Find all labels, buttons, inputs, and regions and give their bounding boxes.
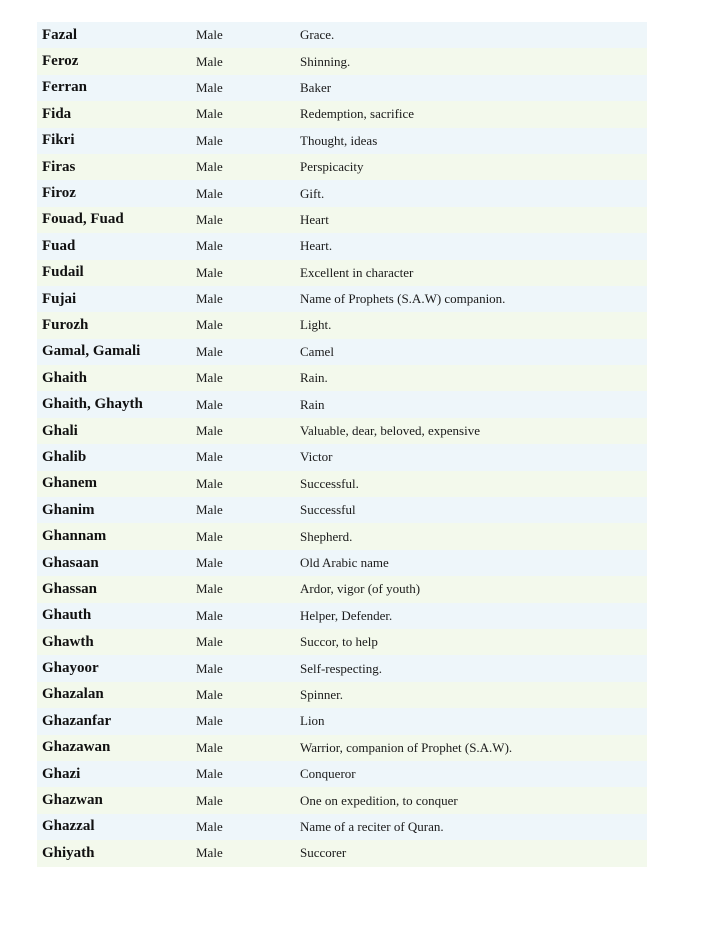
gender-cell: Male (192, 603, 298, 629)
meaning-cell: Baker (298, 75, 647, 101)
table-row (37, 75, 647, 101)
name-cell: Ghali (37, 418, 192, 444)
meaning-cell: Shinning. (298, 48, 647, 74)
meaning-cell: Thought, ideas (298, 128, 647, 154)
gender-cell: Male (192, 286, 298, 312)
name-cell: Ghayoor (37, 655, 192, 681)
meaning-cell: Excellent in character (298, 260, 647, 286)
meaning-cell: Shepherd. (298, 523, 647, 549)
gender-cell: Male (192, 629, 298, 655)
gender-cell: Male (192, 101, 298, 127)
meaning-cell: Name of a reciter of Quran. (298, 814, 647, 840)
name-cell: Ghassan (37, 576, 192, 602)
table-row (37, 128, 647, 154)
name-cell: Gamal, Gamali (37, 339, 192, 365)
meaning-cell: Successful. (298, 471, 647, 497)
meaning-cell: Heart (298, 207, 647, 233)
table-row (37, 761, 647, 787)
name-cell: Ghazalan (37, 682, 192, 708)
names-table (37, 22, 647, 867)
name-cell: Fida (37, 101, 192, 127)
meaning-cell: Old Arabic name (298, 550, 647, 576)
name-cell: Fikri (37, 128, 192, 154)
meaning-cell: Gift. (298, 180, 647, 206)
table-row (37, 523, 647, 549)
gender-cell: Male (192, 471, 298, 497)
gender-cell: Male (192, 444, 298, 470)
meaning-cell: Camel (298, 339, 647, 365)
meaning-cell: Succorer (298, 840, 647, 866)
table-row (37, 444, 647, 470)
name-cell: Ghaith, Ghayth (37, 391, 192, 417)
name-cell: Ghazzal (37, 814, 192, 840)
name-cell: Fudail (37, 260, 192, 286)
table-row (37, 497, 647, 523)
name-cell: Ghaith (37, 365, 192, 391)
name-cell: Ghanim (37, 497, 192, 523)
name-cell: Firas (37, 154, 192, 180)
table-row (37, 365, 647, 391)
gender-cell: Male (192, 128, 298, 154)
meaning-cell: Valuable, dear, beloved, expensive (298, 418, 647, 444)
gender-cell: Male (192, 655, 298, 681)
gender-cell: Male (192, 75, 298, 101)
gender-cell: Male (192, 418, 298, 444)
table-row (37, 154, 647, 180)
gender-cell: Male (192, 207, 298, 233)
meaning-cell: Grace. (298, 22, 647, 48)
meaning-cell: Redemption, sacrifice (298, 101, 647, 127)
name-cell: Ghazi (37, 761, 192, 787)
meaning-cell: Helper, Defender. (298, 603, 647, 629)
gender-cell: Male (192, 312, 298, 338)
gender-cell: Male (192, 260, 298, 286)
name-cell: Fouad, Fuad (37, 207, 192, 233)
table-row (37, 471, 647, 497)
table-row (37, 787, 647, 813)
table-row (37, 550, 647, 576)
table-row (37, 233, 647, 259)
gender-cell: Male (192, 180, 298, 206)
names-table-body (37, 22, 647, 867)
gender-cell: Male (192, 550, 298, 576)
gender-cell: Male (192, 682, 298, 708)
table-row (37, 312, 647, 338)
gender-cell: Male (192, 814, 298, 840)
table-row (37, 629, 647, 655)
table-row (37, 840, 647, 866)
name-cell: Fazal (37, 22, 192, 48)
name-cell: Fuad (37, 233, 192, 259)
meaning-cell: Lion (298, 708, 647, 734)
name-cell: Ghiyath (37, 840, 192, 866)
name-cell: Ghazwan (37, 787, 192, 813)
meaning-cell: Succor, to help (298, 629, 647, 655)
gender-cell: Male (192, 233, 298, 259)
meaning-cell: Self-respecting. (298, 655, 647, 681)
gender-cell: Male (192, 708, 298, 734)
name-cell: Furozh (37, 312, 192, 338)
table-row (37, 391, 647, 417)
name-cell: Ferran (37, 75, 192, 101)
name-cell: Firoz (37, 180, 192, 206)
name-cell: Ghasaan (37, 550, 192, 576)
table-row (37, 418, 647, 444)
name-cell: Ghalib (37, 444, 192, 470)
table-row (37, 603, 647, 629)
gender-cell: Male (192, 735, 298, 761)
meaning-cell: Perspicacity (298, 154, 647, 180)
name-cell: Ghazawan (37, 735, 192, 761)
table-row (37, 735, 647, 761)
gender-cell: Male (192, 523, 298, 549)
gender-cell: Male (192, 840, 298, 866)
meaning-cell: Spinner. (298, 682, 647, 708)
table-row (37, 48, 647, 74)
meaning-cell: One on expedition, to conquer (298, 787, 647, 813)
table-row (37, 708, 647, 734)
meaning-cell: Name of Prophets (S.A.W) companion. (298, 286, 647, 312)
gender-cell: Male (192, 787, 298, 813)
table-row (37, 260, 647, 286)
name-cell: Ghazanfar (37, 708, 192, 734)
table-row (37, 655, 647, 681)
meaning-cell: Warrior, companion of Prophet (S.A.W). (298, 735, 647, 761)
meaning-cell: Conqueror (298, 761, 647, 787)
table-row (37, 339, 647, 365)
gender-cell: Male (192, 339, 298, 365)
name-cell: Ghannam (37, 523, 192, 549)
name-cell: Feroz (37, 48, 192, 74)
table-row (37, 101, 647, 127)
name-cell: Fujai (37, 286, 192, 312)
table-row (37, 286, 647, 312)
meaning-cell: Successful (298, 497, 647, 523)
gender-cell: Male (192, 48, 298, 74)
meaning-cell: Ardor, vigor (of youth) (298, 576, 647, 602)
name-cell: Ghauth (37, 603, 192, 629)
gender-cell: Male (192, 576, 298, 602)
gender-cell: Male (192, 391, 298, 417)
meaning-cell: Rain (298, 391, 647, 417)
gender-cell: Male (192, 761, 298, 787)
gender-cell: Male (192, 497, 298, 523)
name-cell: Ghanem (37, 471, 192, 497)
gender-cell: Male (192, 22, 298, 48)
table-row (37, 180, 647, 206)
name-cell: Ghawth (37, 629, 192, 655)
table-row (37, 207, 647, 233)
meaning-cell: Heart. (298, 233, 647, 259)
meaning-cell: Victor (298, 444, 647, 470)
table-row (37, 576, 647, 602)
meaning-cell: Light. (298, 312, 647, 338)
gender-cell: Male (192, 365, 298, 391)
gender-cell: Male (192, 154, 298, 180)
table-row (37, 682, 647, 708)
table-row (37, 814, 647, 840)
meaning-cell: Rain. (298, 365, 647, 391)
table-row (37, 22, 647, 48)
